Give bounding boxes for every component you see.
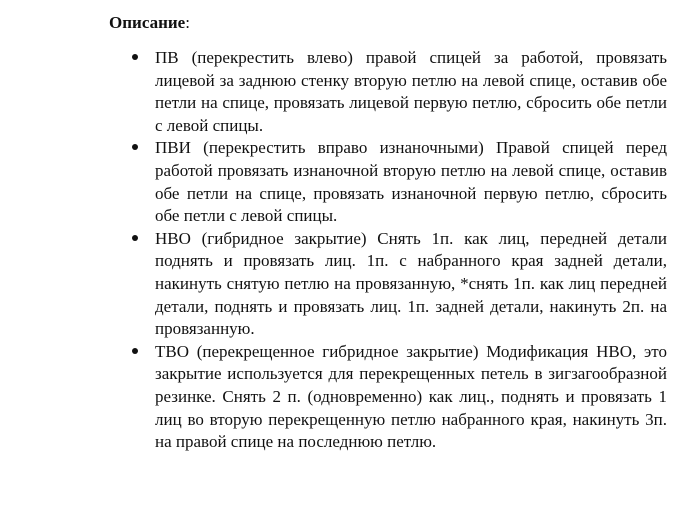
heading-colon: : [185, 13, 190, 32]
list-item-pvi [155, 137, 667, 227]
list-item-nvo [155, 228, 667, 341]
section-heading [109, 12, 190, 34]
list-item-pv [155, 47, 667, 137]
list-item-tvo [155, 341, 667, 454]
list-item-text: ПВИ (перекрестить вправо изнаночными) Правой спицей перед работой провязать изнаночной вторую петлю на левой спице, оставив обе петли на спице, провязать изнаночной первую петлю, сбросить обе петли с левой спицы. [155, 138, 667, 226]
description-list [155, 47, 667, 454]
list-item-text: ПВ (перекрестить влево) правой спицей за работой, провязать лицевой за заднюю стенку вторую петлю на левой спице, оставив обе петли на спице, провязать лицевой первую петлю, сбросить обе петли с левой спицы. [155, 48, 667, 135]
list-item-text: ТВО (перекрещенное гибридное закрытие) Модификация НВО, это закрытие используется для перекрещенных петель в зигзагообразной резинке. Снять 2 п. (одновременно) как лиц., поднять и провязать 1 лиц во вторую перекрещенную петлю набранного края, накинуть 3п. на правой спице на последнюю петлю. [155, 341, 667, 452]
bullet-icon [132, 228, 142, 251]
bullet-icon [132, 47, 142, 70]
list-item-text: НВО (гибридное закрытие) Снять 1п. как лиц, передней детали поднять и провязать лиц. 1п. с набранного края задней детали, накинуть снятую петлю на провязанную, *снять 1п. как лиц передней детали, поднять и провязать лиц. 1п. задней детали, накинуть 2п. на провязанную. [155, 228, 667, 339]
bullet-icon [132, 137, 142, 160]
heading-title: Описание [109, 13, 186, 32]
bullet-icon [132, 341, 142, 364]
